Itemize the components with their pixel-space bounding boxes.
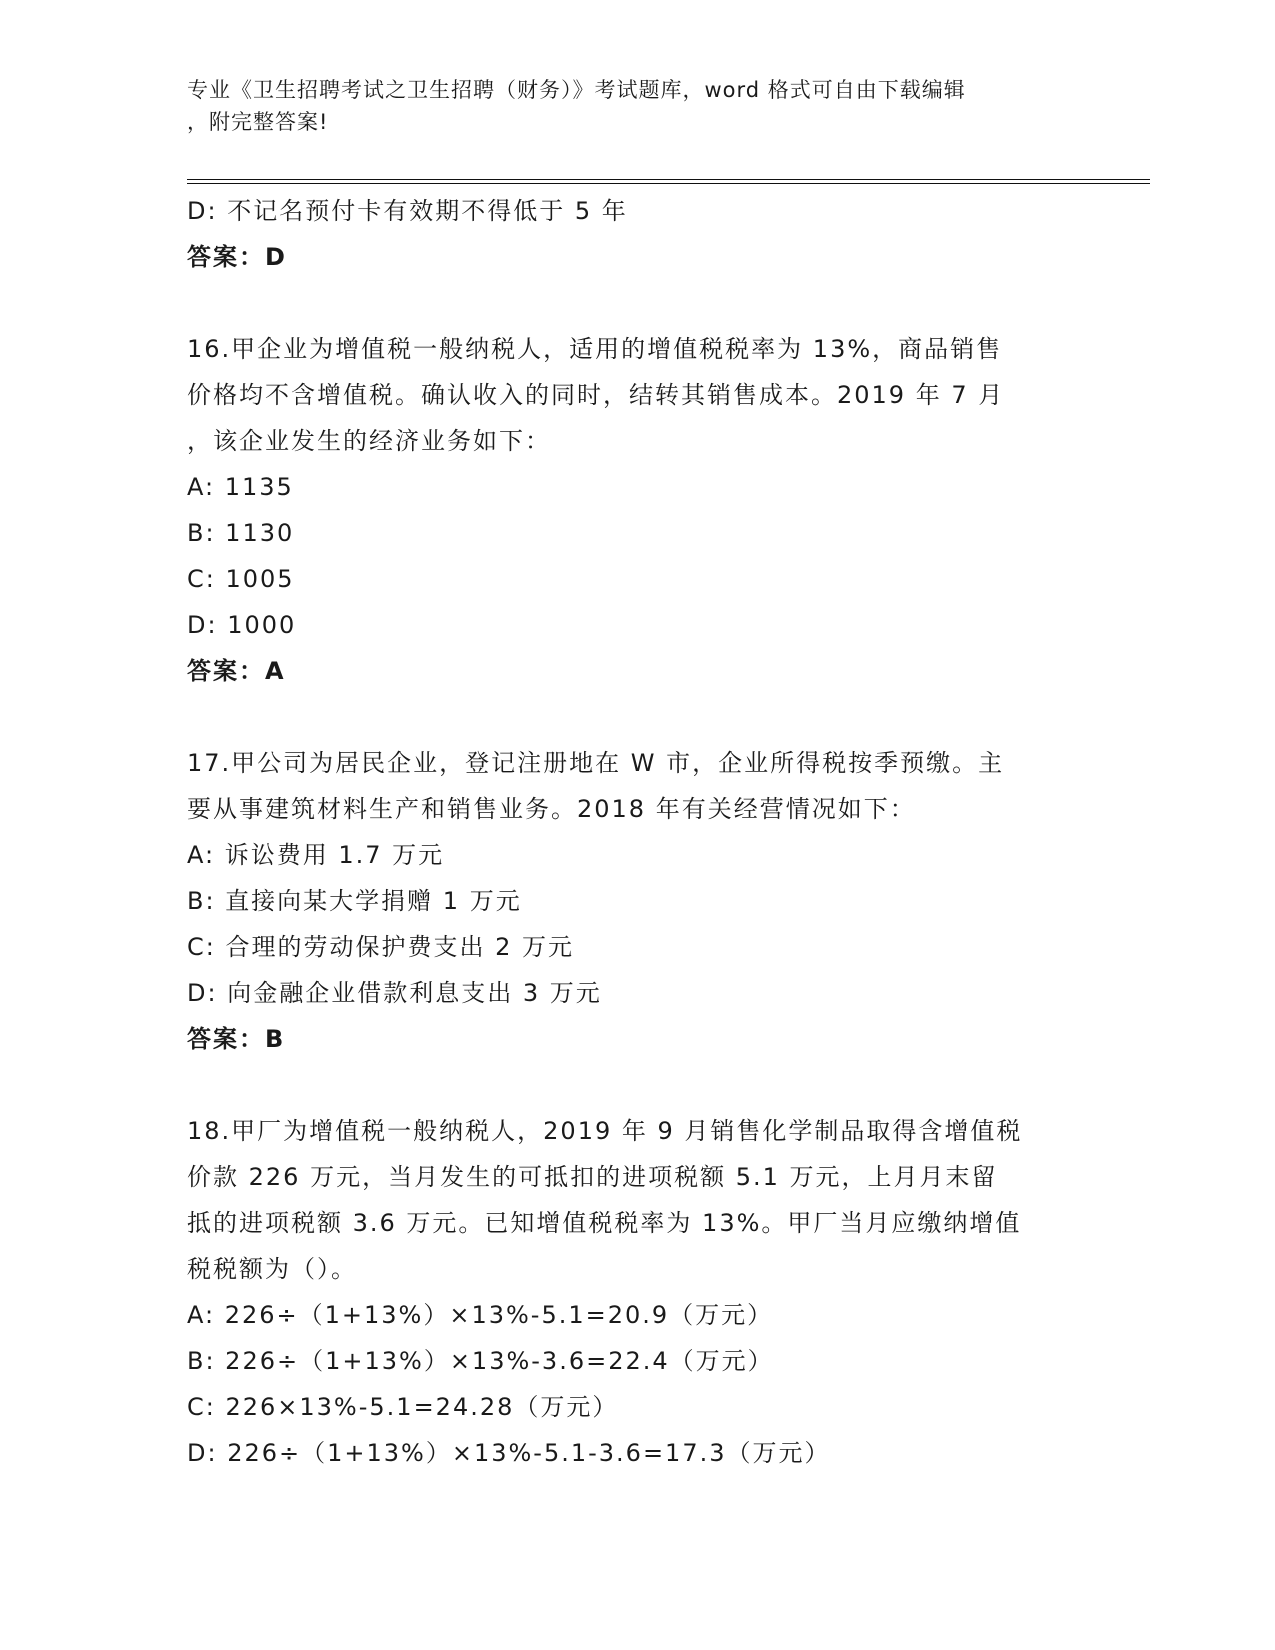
question-stem: 抵的进项税额 3.6 万元。已知增值税税率为 13%。甲厂当月应缴纳增值 — [187, 1209, 1022, 1237]
spacer — [187, 280, 1107, 326]
option-a: A: 诉讼费用 1.7 万元 — [187, 841, 445, 869]
question-content — [187, 188, 1107, 1476]
question-stem: ，该企业发生的经济业务如下： — [187, 427, 551, 455]
header-divider-bottom — [187, 183, 1150, 184]
spacer — [187, 1062, 1107, 1108]
question-stem: 要从事建筑材料生产和销售业务。2018 年有关经营情况如下： — [187, 795, 916, 823]
option-a: A: 1135 — [187, 473, 294, 501]
option-b: B: 226÷（1+13%）×13%-3.6=22.4（万元） — [187, 1347, 774, 1375]
question-stem: 价款 226 万元，当月发生的可抵扣的进项税额 5.1 万元，上月月末留 — [187, 1163, 998, 1191]
question-stem: 16.甲企业为增值税一般纳税人，适用的增值税税率为 13%，商品销售 — [187, 335, 1003, 363]
header-divider-top — [187, 179, 1150, 180]
answer-line: 答案：D — [187, 243, 287, 271]
header-line-1: 专业《卫生招聘考试之卫生招聘（财务）》考试题库，word 格式可自由下载编辑 — [187, 78, 966, 102]
question-16 — [187, 326, 1107, 694]
spacer — [187, 694, 1107, 740]
question-stem: 价格均不含增值税。确认收入的同时，结转其销售成本。2019 年 7 月 — [187, 381, 1005, 409]
question-stem: 18.甲厂为增值税一般纳税人，2019 年 9 月销售化学制品取得含增值税 — [187, 1117, 1023, 1145]
option-b: B: 1130 — [187, 519, 295, 547]
option-b: B: 直接向某大学捐赠 1 万元 — [187, 887, 522, 915]
question-18 — [187, 1108, 1107, 1476]
option-c: C: 226×13%-5.1=24.28（万元） — [187, 1393, 619, 1421]
question-stem: 税税额为（）。 — [187, 1255, 357, 1283]
option-d: D: 向金融企业借款利息支出 3 万元 — [187, 979, 602, 1007]
option-d: D: 不记名预付卡有效期不得低于 5 年 — [187, 197, 628, 225]
answer-line: 答案：B — [187, 1025, 286, 1053]
answer-line: 答案：A — [187, 657, 286, 685]
option-c: C: 合理的劳动保护费支出 2 万元 — [187, 933, 574, 961]
option-a: A: 226÷（1+13%）×13%-5.1=20.9（万元） — [187, 1301, 774, 1329]
option-d: D: 1000 — [187, 611, 297, 639]
previous-question-tail — [187, 188, 1107, 280]
page-header — [187, 74, 1087, 138]
option-c: C: 1005 — [187, 565, 295, 593]
header-line-2: ，附完整答案! — [187, 110, 329, 134]
question-stem: 17.甲公司为居民企业，登记注册地在 W 市，企业所得税按季预缴。主 — [187, 749, 1005, 777]
question-17 — [187, 740, 1107, 1062]
option-d: D: 226÷（1+13%）×13%-5.1-3.6=17.3（万元） — [187, 1439, 831, 1467]
